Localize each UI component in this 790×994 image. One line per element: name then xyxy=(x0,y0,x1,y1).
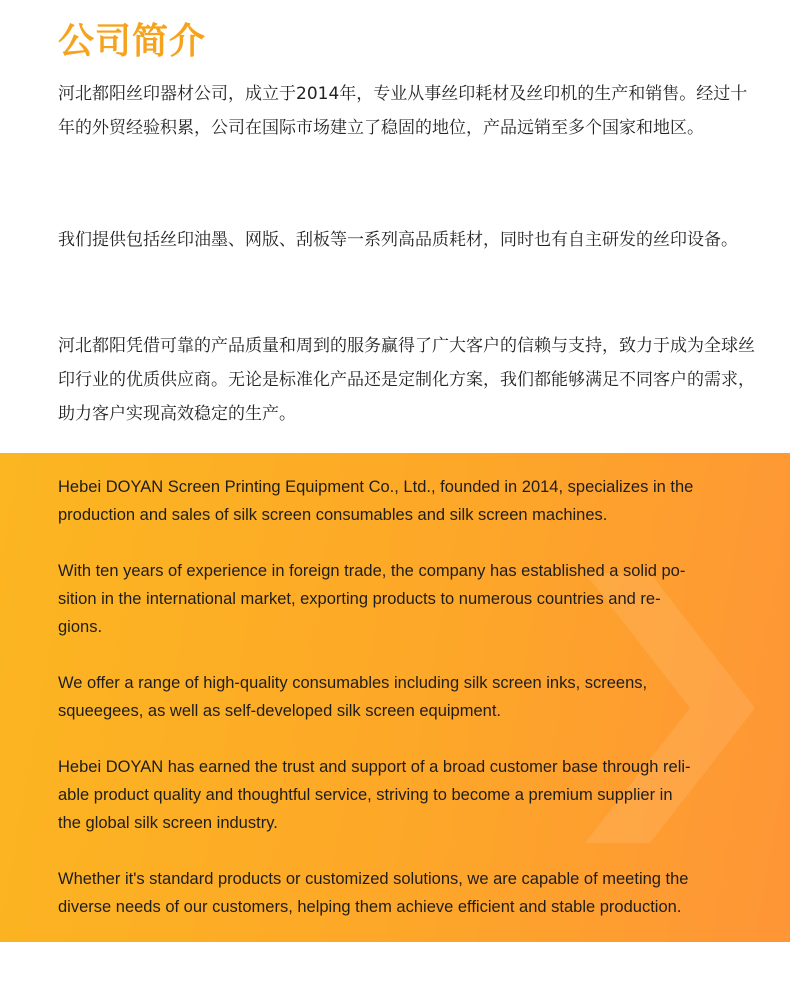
en-paragraph-experience: With ten years of experience in foreign trade, the company has established a solid po- sition in the international market, exporting products to numerous countries and re- gions. xyxy=(58,562,686,636)
en-paragraph-solutions: Whether it's standard products or customized solutions, we are capable of meeting the diverse needs of our customers, helping them achieve efficient and stable production. xyxy=(58,870,689,916)
english-section-band xyxy=(0,453,790,942)
cn-paragraph-mission: 河北都阳凭借可靠的产品质量和周到的服务赢得了广大客户的信赖与支持，致力于成为全球丝印行业的优质供应商。无论是标准化产品还是定制化方案，我们都能够满足不同客户的需求，助力客户实现高效稳定的生产。 xyxy=(58,336,755,424)
cn-paragraph-intro: 河北都阳丝印器材公司，成立于2014年，专业从事丝印耗材及丝印机的生产和销售。经过十年的外贸经验积累，公司在国际市场建立了稳固的地位，产品远销至多个国家和地区。 xyxy=(58,84,748,138)
en-paragraph-intro: Hebei DOYAN Screen Printing Equipment Co., Ltd., founded in 2014, specializes in the production and sales of silk screen consumables and silk screen machines. xyxy=(58,478,694,524)
en-paragraph-products: We offer a range of high-quality consumables including silk screen inks, screens, squeegees, as well as self-developed silk screen equipment. xyxy=(58,674,648,720)
cn-paragraph-products: 我们提供包括丝印油墨、网版、刮板等一系列高品质耗材，同时也有自主研发的丝印设备。 xyxy=(58,230,738,250)
en-paragraph-trust: Hebei DOYAN has earned the trust and support of a broad customer base through reli- able product quality and thoughtful service, striving to become a premium supplier in the global silk screen industry. xyxy=(58,758,691,832)
page-title: 公司简介 xyxy=(58,21,207,62)
